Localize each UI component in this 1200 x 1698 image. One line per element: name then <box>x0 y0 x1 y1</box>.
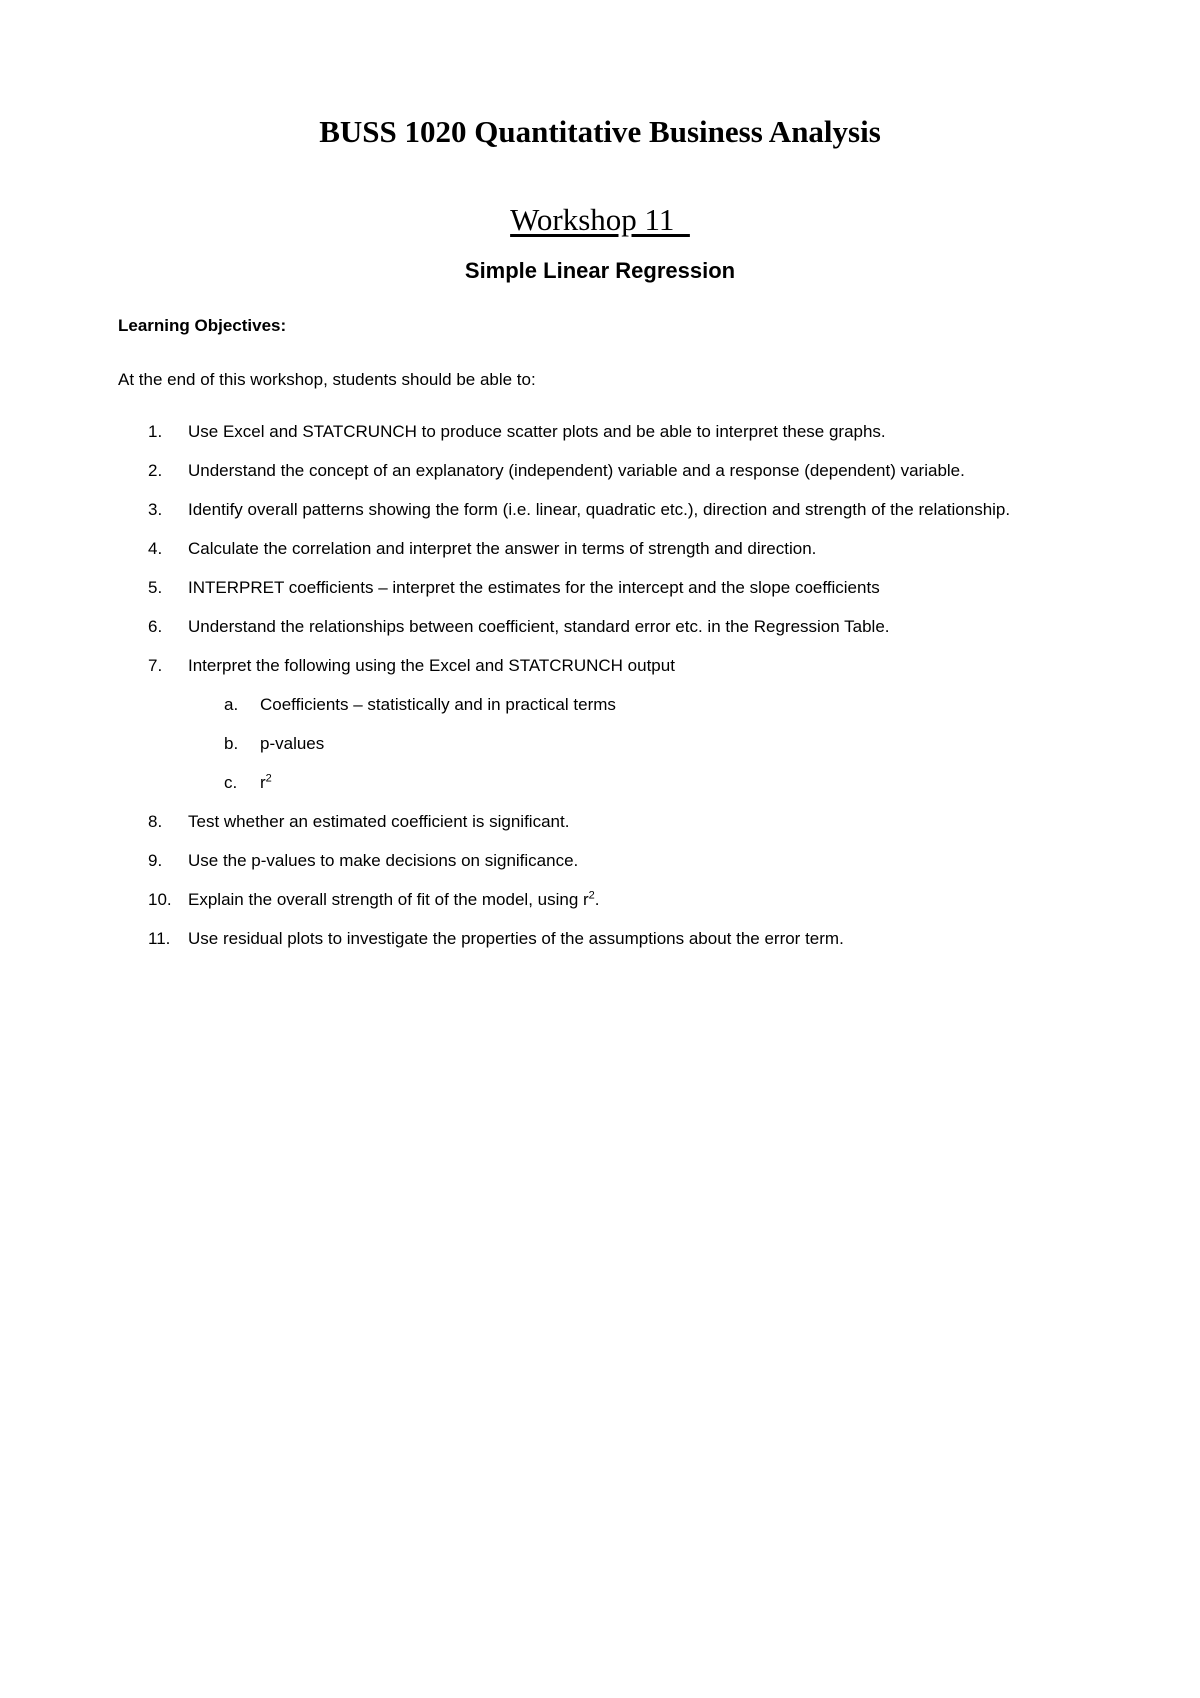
objective-text: Understand the concept of an explanatory (independent) variable and a response (dependent) variable. <box>188 461 965 480</box>
objective-9 <box>118 847 1088 874</box>
objective-number: 9. <box>148 851 163 870</box>
objective-number: 8. <box>148 812 163 831</box>
workshop-title <box>0 200 1200 240</box>
objective-number: 3. <box>148 500 163 519</box>
objective-text: Interpret the following using the Excel and STATCRUNCH output <box>188 656 675 675</box>
objective-number: 6. <box>148 617 163 636</box>
objective-number: 4. <box>148 539 163 558</box>
objectives-list <box>118 418 1088 964</box>
objective-number: 7. <box>148 656 163 675</box>
learning-objectives-heading: Learning Objectives: <box>118 316 287 335</box>
sub-item-letter: b. <box>224 734 239 753</box>
objective-text: Explain the overall strength of fit of the model, using r <box>188 890 589 909</box>
course-title: BUSS 1020 Quantitative Business Analysis <box>319 114 881 149</box>
sub-item-a <box>188 691 1088 718</box>
objective-7-sublist <box>188 691 1088 796</box>
objective-text: Identify overall patterns showing the form (i.e. linear, quadratic etc.), direction and strength of the relationship. <box>188 500 1011 519</box>
sub-item-letter: a. <box>224 695 239 714</box>
objective-text: Calculate the correlation and interpret the answer in terms of strength and direction. <box>188 539 817 558</box>
objective-3 <box>118 496 1088 523</box>
objective-number: 1. <box>148 422 163 441</box>
objective-10 <box>118 886 1088 913</box>
sub-item-text: r <box>260 773 266 792</box>
objective-text: Test whether an estimated coefficient is significant. <box>188 812 570 831</box>
objective-7 <box>118 652 1088 796</box>
objective-8 <box>118 808 1088 835</box>
objective-number: 2. <box>148 461 163 480</box>
objective-1 <box>118 418 1088 445</box>
objective-text-suffix: . <box>594 890 600 909</box>
sub-item-b <box>188 730 1088 757</box>
sub-item-c <box>188 769 1088 796</box>
objective-number: 10. <box>148 890 172 909</box>
sub-item-text: p-values <box>260 734 325 753</box>
superscript: 2 <box>588 889 595 902</box>
objectives-intro: At the end of this workshop, students should be able to: <box>118 370 536 389</box>
objective-number: 11. <box>148 929 171 948</box>
objective-5 <box>118 574 1088 601</box>
objective-number: 5. <box>148 578 163 597</box>
objective-2 <box>118 457 1088 484</box>
objective-11 <box>118 925 1088 952</box>
sub-item-text: Coefficients – statistically and in practical terms <box>260 695 616 714</box>
objective-6 <box>118 613 1088 640</box>
workshop-title-text: Workshop 11 <box>510 202 690 237</box>
objective-text: Understand the relationships between coefficient, standard error etc. in the Regression Table. <box>188 617 890 636</box>
superscript: 2 <box>265 772 272 785</box>
topic-title: Simple Linear Regression <box>464 258 736 283</box>
objective-4 <box>118 535 1088 562</box>
objective-text: Use Excel and STATCRUNCH to produce scatter plots and be able to interpret these graphs. <box>188 422 886 441</box>
objective-text: INTERPRET coefficients – interpret the estimates for the intercept and the slope coefficients <box>188 578 880 597</box>
objective-text: Use residual plots to investigate the properties of the assumptions about the error term. <box>188 929 844 948</box>
sub-item-letter: c. <box>224 773 238 792</box>
objective-text: Use the p-values to make decisions on significance. <box>188 851 579 870</box>
